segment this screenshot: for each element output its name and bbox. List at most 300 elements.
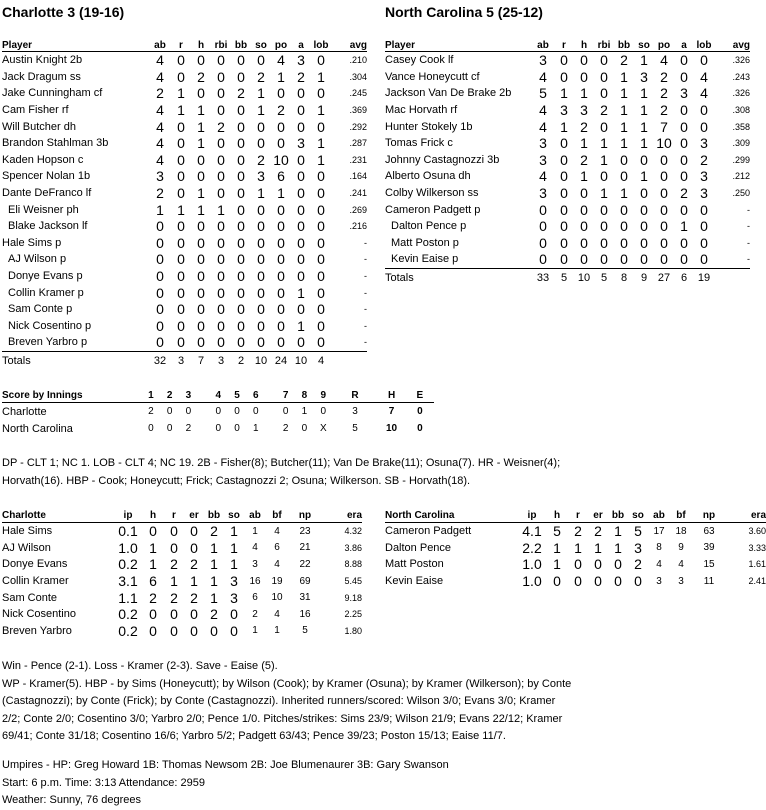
stat-cell: 2 bbox=[257, 151, 265, 168]
stat-cell: 22 bbox=[299, 558, 311, 570]
game-notes bbox=[2, 455, 762, 490]
stat-cell: 1 bbox=[210, 539, 218, 556]
stat-cell: 0 bbox=[231, 334, 251, 351]
spacer bbox=[198, 403, 209, 421]
stat-cell: 0 bbox=[257, 284, 265, 301]
stat-cell: 0 bbox=[297, 118, 305, 135]
batter-row bbox=[2, 318, 367, 335]
player-name: Donye Evans p bbox=[8, 270, 83, 283]
batter-row bbox=[2, 152, 367, 169]
batter-row bbox=[385, 201, 750, 218]
batter-row bbox=[2, 201, 367, 218]
stat-cell: 0 bbox=[660, 168, 668, 185]
batting-avg: - bbox=[364, 271, 367, 282]
stat-cell: 1 bbox=[640, 118, 648, 135]
stat-cell: 0 bbox=[580, 218, 588, 235]
player-name: Kaden Hopson c bbox=[2, 153, 84, 166]
pitcher-name: Kevin Eaise bbox=[385, 575, 444, 588]
batting-avg: - bbox=[331, 334, 367, 351]
stat-cell: 1 bbox=[553, 539, 561, 556]
batting-avg: .243 bbox=[732, 71, 750, 82]
stat-cell: 0 bbox=[560, 201, 568, 218]
stat-cell: 0 bbox=[700, 201, 708, 218]
stat-cell: 1 bbox=[197, 102, 205, 119]
player-name: Matt Poston p bbox=[391, 236, 459, 249]
stat-cell: 3 bbox=[539, 185, 547, 202]
inning-score: X bbox=[319, 423, 327, 434]
column-header: h bbox=[191, 38, 211, 52]
stat-cell: 0 bbox=[237, 268, 245, 285]
stat-cell: 4 bbox=[156, 102, 164, 119]
stat-cell: 0 bbox=[177, 317, 185, 334]
stat-cell: 1 bbox=[277, 185, 285, 202]
stat-cell: 1 bbox=[197, 135, 205, 152]
away-batting-table bbox=[2, 38, 367, 370]
stat-cell: 0 bbox=[217, 168, 225, 185]
stat-cell: 4.1 bbox=[522, 523, 542, 540]
stat-cell: 0 bbox=[190, 622, 198, 639]
stat-cell: 3 bbox=[156, 168, 164, 185]
stat-cell: 2 bbox=[210, 523, 218, 540]
pitching-notes bbox=[2, 658, 762, 746]
batting-avg: .287 bbox=[349, 138, 367, 149]
column-header: r bbox=[554, 38, 574, 52]
home-batting-table bbox=[385, 38, 750, 287]
batter-row bbox=[2, 168, 367, 185]
spacer bbox=[198, 420, 209, 437]
stat-cell: 0 bbox=[614, 556, 622, 573]
column-header: bb bbox=[204, 509, 224, 523]
batting-avg: - bbox=[747, 221, 750, 232]
stat-cell: 0 bbox=[190, 539, 198, 556]
stat-cell: 4 bbox=[660, 52, 668, 69]
era-cell: 9.18 bbox=[344, 592, 362, 603]
stat-cell: 0 bbox=[237, 218, 245, 235]
header-row bbox=[385, 509, 766, 523]
linescore-row bbox=[2, 420, 434, 437]
stat-cell: 2 bbox=[252, 608, 258, 620]
stat-cell: 0 bbox=[197, 301, 205, 318]
pitcher-row bbox=[2, 523, 362, 540]
player-name: Dalton Pence p bbox=[391, 220, 467, 233]
stat-cell: 2 bbox=[190, 589, 198, 606]
pitcher-row bbox=[385, 556, 766, 573]
stat-cell: 2 bbox=[660, 85, 668, 102]
stat-cell: 0 bbox=[177, 218, 185, 235]
column-header: Player bbox=[385, 38, 532, 52]
inning-score: 0 bbox=[320, 406, 327, 417]
stat-cell: 0 bbox=[317, 201, 325, 218]
stat-cell: 0 bbox=[654, 251, 674, 268]
pitcher-name: Nick Cosentino bbox=[2, 608, 76, 621]
stat-cell: 4 bbox=[252, 542, 258, 554]
linescore-title: Score by Innings bbox=[2, 389, 141, 403]
stat-cell: 0 bbox=[156, 268, 164, 285]
stat-cell: 0 bbox=[156, 317, 164, 334]
away-team-title: Charlotte 3 (19-16) bbox=[2, 4, 125, 20]
player-name: Austin Knight 2b bbox=[2, 54, 83, 67]
stat-cell: 0 bbox=[680, 102, 688, 119]
inning-score: 0 bbox=[215, 406, 222, 417]
stat-cell: 2 bbox=[170, 556, 178, 573]
stat-cell: 2 bbox=[634, 556, 642, 573]
stat-cell: 4 bbox=[539, 102, 547, 119]
stat-cell: 1 bbox=[580, 168, 588, 185]
pitcher-row bbox=[2, 606, 362, 623]
stat-cell: 1 bbox=[317, 68, 325, 85]
stat-cell: 0 bbox=[297, 301, 305, 318]
stat-cell: 0 bbox=[237, 135, 245, 152]
pitcher-row bbox=[385, 540, 766, 557]
column-header: r bbox=[171, 38, 191, 52]
pitcher-row bbox=[2, 540, 362, 557]
stat-cell: 1.0 bbox=[522, 573, 542, 590]
stat-cell: 4 bbox=[277, 52, 285, 69]
stat-cell: 0 bbox=[217, 85, 225, 102]
total-cell: 4 bbox=[317, 354, 325, 367]
stat-cell: 1 bbox=[560, 85, 568, 102]
stat-cell: 4 bbox=[539, 168, 547, 185]
stat-cell: 0 bbox=[217, 317, 225, 334]
era-cell: 2.25 bbox=[344, 609, 362, 620]
stat-cell: 6 bbox=[274, 542, 280, 554]
batter-row bbox=[385, 168, 750, 185]
stat-cell: 10 bbox=[656, 135, 672, 152]
stat-cell: 0 bbox=[660, 234, 668, 251]
column-header: np bbox=[692, 509, 726, 523]
game-notes-line: DP - CLT 1; NC 1. LOB - CLT 4; NC 19. 2B - Fisher(8); Butcher(11); Van De Brake(11); Osuna(7). HR - Weisner(4); bbox=[2, 457, 561, 469]
stat-cell: 0 bbox=[170, 622, 178, 639]
stat-cell: 2 bbox=[170, 589, 178, 606]
stat-cell: 3 bbox=[580, 102, 588, 119]
batting-avg: .299 bbox=[732, 154, 750, 165]
batter-row bbox=[2, 235, 367, 252]
stat-cell: 0 bbox=[580, 234, 588, 251]
player-name: AJ Wilson p bbox=[8, 253, 67, 266]
stat-cell: 0 bbox=[217, 185, 225, 202]
stat-cell: 0 bbox=[700, 118, 708, 135]
column-header: rbi bbox=[594, 38, 614, 52]
batting-avg: .358 bbox=[732, 121, 750, 132]
total-cell: 10 bbox=[577, 271, 591, 284]
stat-cell: 0 bbox=[600, 168, 608, 185]
stat-cell: 0 bbox=[660, 151, 668, 168]
stat-cell: 0 bbox=[217, 52, 225, 69]
stat-cell: 4 bbox=[156, 135, 164, 152]
total-cell: 5 bbox=[600, 271, 608, 284]
stat-cell: 16 bbox=[249, 575, 261, 587]
stat-cell: 0 bbox=[177, 168, 185, 185]
header-row bbox=[2, 38, 367, 52]
stat-cell: 0 bbox=[149, 606, 157, 623]
pitcher-name: AJ Wilson bbox=[2, 541, 51, 554]
stat-cell: 3.1 bbox=[118, 573, 138, 590]
batter-row bbox=[2, 85, 367, 102]
inning-header: 4 bbox=[209, 389, 228, 403]
stat-cell: 1 bbox=[553, 556, 561, 573]
stat-cell: 0 bbox=[149, 334, 171, 351]
stat-cell: 2 bbox=[297, 68, 305, 85]
stat-cell: 0 bbox=[317, 301, 325, 318]
player-name: Spencer Nolan 1b bbox=[2, 170, 91, 183]
pitching-team: North Carolina bbox=[385, 509, 518, 523]
stat-cell: 0 bbox=[177, 151, 185, 168]
stat-cell: 0 bbox=[237, 185, 245, 202]
stat-cell: 1 bbox=[620, 102, 628, 119]
stat-cell: 0 bbox=[277, 301, 285, 318]
stat-cell: 0 bbox=[317, 317, 325, 334]
stat-cell: 0 bbox=[680, 68, 688, 85]
pitcher-name: Sam Conte bbox=[2, 591, 58, 604]
stat-cell: 0 bbox=[700, 52, 708, 69]
stat-cell: 0 bbox=[620, 234, 628, 251]
total-cell: 2 bbox=[237, 354, 245, 367]
stat-cell: 1 bbox=[217, 201, 225, 218]
player-name: Tomas Frick c bbox=[385, 137, 453, 150]
rhe-header: R bbox=[333, 389, 378, 403]
stat-cell: 4 bbox=[156, 118, 164, 135]
pitcher-row bbox=[2, 589, 362, 606]
stat-cell: 3 bbox=[257, 168, 265, 185]
stat-cell: 3 bbox=[297, 52, 305, 69]
stat-cell: 5 bbox=[539, 85, 547, 102]
batter-row bbox=[2, 118, 367, 135]
total-cell: 6 bbox=[680, 271, 688, 284]
batting-avg: - bbox=[364, 254, 367, 265]
stat-cell: 15 bbox=[703, 558, 715, 570]
stat-cell: 2 bbox=[156, 85, 164, 102]
pitching-notes-line: 2/2; Conte 2/0; Cosentino 3/0; Yarbro 2/0; Pence 1/0. Pitches/strikes: Sims 23/9; Wilson 21/9; Evans 22/12; Kramer bbox=[2, 712, 563, 725]
stat-cell: 0 bbox=[291, 334, 311, 351]
rhe-header: E bbox=[406, 389, 434, 403]
rhe-header: H bbox=[377, 389, 405, 403]
inning-score: 0 bbox=[166, 406, 173, 417]
stat-cell: 5 bbox=[553, 523, 561, 540]
column-header: bb bbox=[231, 38, 251, 52]
header-row bbox=[385, 38, 750, 52]
stat-cell: 0 bbox=[237, 102, 245, 119]
column-header: er bbox=[184, 509, 204, 523]
stat-cell: 0 bbox=[277, 284, 285, 301]
stat-cell: 0 bbox=[620, 201, 628, 218]
column-header: a bbox=[291, 38, 311, 52]
stat-cell: 0 bbox=[680, 118, 688, 135]
player-name: Breven Yarbro p bbox=[2, 334, 149, 351]
player-name: Blake Jackson lf bbox=[8, 220, 88, 233]
player-name: Hale Sims p bbox=[2, 236, 62, 249]
stat-cell: 1 bbox=[620, 85, 628, 102]
away-pitching-table bbox=[2, 509, 362, 639]
stat-cell: 1 bbox=[317, 151, 325, 168]
stat-cell: 0 bbox=[277, 135, 285, 152]
stat-cell: 6 bbox=[149, 573, 157, 590]
batter-row bbox=[2, 102, 367, 119]
stat-cell: 0 bbox=[156, 234, 164, 251]
weather: Weather: Sunny, 76 degrees bbox=[2, 794, 142, 806]
stat-cell: 0 bbox=[257, 201, 265, 218]
linescore-table bbox=[2, 389, 434, 437]
player-name: Jake Cunningham cf bbox=[2, 87, 103, 100]
stat-cell: 0 bbox=[539, 218, 547, 235]
batter-row bbox=[2, 301, 367, 318]
stat-cell: 0 bbox=[237, 68, 245, 85]
stat-cell: 0 bbox=[257, 135, 265, 152]
stat-cell: 16 bbox=[299, 608, 311, 620]
stat-cell: 0 bbox=[257, 301, 265, 318]
stat-cell: 3 bbox=[230, 573, 238, 590]
stat-cell: 1 bbox=[680, 218, 688, 235]
empty-cell bbox=[331, 351, 367, 370]
stat-cell: 3 bbox=[678, 575, 684, 587]
player-name: Mac Horvath rf bbox=[385, 104, 458, 117]
stat-cell: 0 bbox=[197, 284, 205, 301]
inning-header: 1 bbox=[141, 389, 160, 403]
stat-cell: 3 bbox=[700, 135, 708, 152]
player-name: Cameron Padgett p bbox=[385, 203, 481, 216]
stat-cell: 0 bbox=[257, 317, 265, 334]
stat-cell: 0 bbox=[197, 168, 205, 185]
stat-cell: 1 bbox=[177, 85, 185, 102]
stat-cell: 0 bbox=[156, 218, 164, 235]
total-cell: 3 bbox=[217, 354, 225, 367]
player-name: Jackson Van De Brake 2b bbox=[385, 87, 512, 100]
column-header: h bbox=[142, 509, 164, 523]
batter-row bbox=[385, 69, 750, 86]
column-header: avg bbox=[331, 38, 367, 52]
inning-score: 2 bbox=[282, 423, 289, 434]
stat-cell: 0 bbox=[217, 102, 225, 119]
stat-cell: 0 bbox=[660, 185, 668, 202]
batting-avg: - bbox=[714, 251, 750, 268]
stat-cell: 0 bbox=[600, 218, 608, 235]
stat-cell: 0 bbox=[317, 168, 325, 185]
stat-cell: 0 bbox=[297, 85, 305, 102]
stat-cell: 1 bbox=[580, 135, 588, 152]
stat-cell: 3 bbox=[297, 135, 305, 152]
player-name: Will Butcher dh bbox=[2, 120, 76, 133]
stat-cell: 0 bbox=[680, 234, 688, 251]
stat-cell: 0 bbox=[680, 201, 688, 218]
stat-cell: 1 bbox=[297, 284, 305, 301]
stat-cell: 0 bbox=[660, 218, 668, 235]
stat-cell: 1 bbox=[197, 185, 205, 202]
team-name: Charlotte bbox=[2, 405, 47, 418]
stat-cell: 0 bbox=[217, 268, 225, 285]
batter-row bbox=[385, 135, 750, 152]
stat-cell: 0 bbox=[297, 268, 305, 285]
rhe-value: 5 bbox=[352, 423, 358, 434]
batter-row bbox=[385, 251, 750, 268]
stat-cell: 0 bbox=[156, 284, 164, 301]
stat-cell: 1.1 bbox=[118, 589, 138, 606]
pitcher-name: Donye Evans bbox=[2, 558, 68, 571]
era-cell: 8.88 bbox=[344, 559, 362, 570]
home-pitching-table bbox=[385, 509, 766, 589]
stat-cell: 0 bbox=[271, 334, 291, 351]
stat-cell: 1 bbox=[177, 201, 185, 218]
stat-cell: 5 bbox=[302, 625, 308, 637]
stat-cell: 0 bbox=[197, 268, 205, 285]
stat-cell: 31 bbox=[299, 592, 311, 604]
stat-cell: 0 bbox=[554, 251, 574, 268]
stat-cell: 3 bbox=[539, 135, 547, 152]
stat-cell: 2 bbox=[660, 68, 668, 85]
stat-cell: 0 bbox=[177, 118, 185, 135]
stat-cell: 0 bbox=[237, 168, 245, 185]
stat-cell: 0 bbox=[574, 251, 594, 268]
stat-cell: 0 bbox=[317, 185, 325, 202]
batter-row bbox=[385, 52, 750, 69]
stat-cell: 2.2 bbox=[522, 539, 542, 556]
stat-cell: 0 bbox=[197, 151, 205, 168]
batter-row bbox=[385, 152, 750, 169]
player-name: Brandon Stahlman 3b bbox=[2, 137, 109, 150]
stat-cell: 2 bbox=[197, 68, 205, 85]
stat-cell: 1.0 bbox=[522, 556, 542, 573]
stat-cell: 0 bbox=[277, 118, 285, 135]
batter-row bbox=[2, 52, 367, 69]
batting-avg: .269 bbox=[349, 204, 367, 215]
stat-cell: 2 bbox=[580, 118, 588, 135]
stat-cell: 0 bbox=[580, 201, 588, 218]
batting-avg: .304 bbox=[349, 71, 367, 82]
inning-header: 2 bbox=[160, 389, 179, 403]
spacer bbox=[198, 389, 209, 403]
column-header: Player bbox=[2, 38, 149, 52]
inning-score: 0 bbox=[301, 423, 308, 434]
empty-cell bbox=[714, 268, 750, 287]
stat-cell: 1 bbox=[640, 135, 648, 152]
era-cell: 2.41 bbox=[748, 576, 766, 587]
batting-avg: - bbox=[364, 320, 367, 331]
stat-cell: 0 bbox=[560, 234, 568, 251]
inning-score: 0 bbox=[185, 406, 192, 417]
stat-cell: 0 bbox=[217, 251, 225, 268]
inning-score: 2 bbox=[148, 406, 154, 417]
column-header: so bbox=[634, 38, 654, 52]
stat-cell: 23 bbox=[299, 525, 311, 537]
batting-avg: .309 bbox=[732, 138, 750, 149]
stat-cell: 0 bbox=[580, 68, 588, 85]
stat-cell: 0 bbox=[197, 317, 205, 334]
stat-cell: 3 bbox=[560, 102, 568, 119]
stat-cell: 0 bbox=[600, 234, 608, 251]
stat-cell: 2 bbox=[149, 589, 157, 606]
stat-cell: 0 bbox=[600, 118, 608, 135]
stat-cell: 2 bbox=[680, 185, 688, 202]
inning-score: 0 bbox=[234, 423, 240, 434]
stat-cell: 0 bbox=[277, 218, 285, 235]
batter-row bbox=[2, 268, 367, 285]
stat-cell: 1 bbox=[252, 525, 258, 537]
stat-cell: 0 bbox=[237, 118, 245, 135]
team-name: North Carolina bbox=[2, 422, 73, 435]
player-name: Nick Cosentino p bbox=[8, 319, 92, 332]
inning-score: 0 bbox=[253, 406, 259, 417]
batter-row bbox=[385, 118, 750, 135]
batter-row bbox=[2, 135, 367, 152]
stat-cell: 0 bbox=[177, 135, 185, 152]
stat-cell: 0 bbox=[297, 218, 305, 235]
stat-cell: 0 bbox=[640, 185, 648, 202]
stat-cell: 0 bbox=[560, 218, 568, 235]
stat-cell: 0 bbox=[230, 606, 238, 623]
player-name: Vance Honeycutt cf bbox=[385, 70, 480, 83]
stat-cell: 2 bbox=[620, 52, 628, 69]
batting-avg: .231 bbox=[349, 154, 367, 165]
stat-cell: 1 bbox=[640, 85, 648, 102]
column-header: np bbox=[288, 509, 322, 523]
